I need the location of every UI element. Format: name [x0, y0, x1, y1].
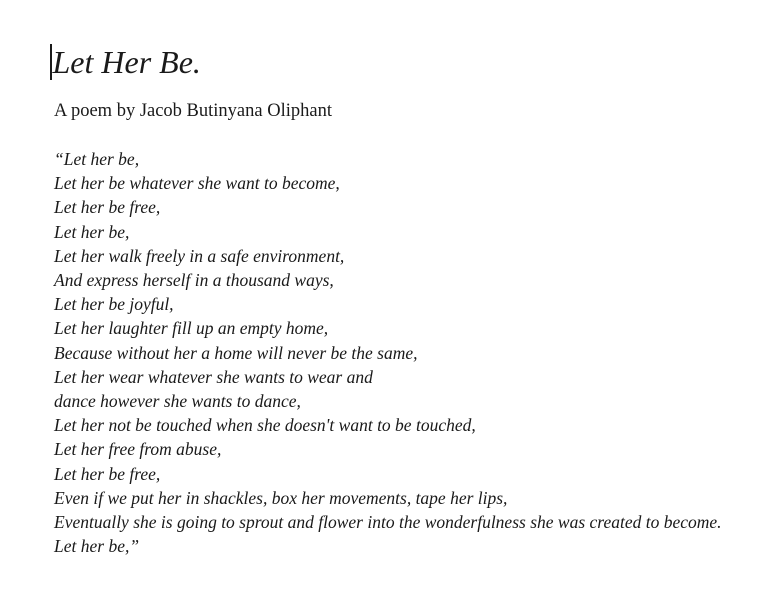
poem-line: Let her be joyful, — [54, 294, 174, 315]
poem-line: Let her wear whatever she wants to wear and — [54, 366, 373, 387]
poem-line: Let her free from abuse, — [54, 439, 222, 460]
poem-line: Let her be whatever she want to become, — [54, 173, 340, 194]
poem-line: Because without her a home will never be the same, — [54, 342, 418, 363]
poem-line: Let her laughter fill up an empty home, — [54, 318, 329, 339]
poem-title: Let Her Be. — [52, 44, 201, 80]
poem-body — [54, 147, 722, 558]
poem-line: Let her not be touched when she doesn't want to be touched, — [54, 415, 476, 436]
poem-line: Eventually she is going to sprout and flower into the wonderfulness she was created to become. — [54, 512, 722, 533]
poem-line: Even if we put her in shackles, box her movements, tape her lips, — [54, 487, 508, 508]
poem-line: Let her be,” — [54, 536, 140, 557]
poem-line: Let her be free, — [54, 463, 161, 484]
poem-line: dance however she wants to dance, — [54, 391, 301, 412]
poem-line: Let her be, — [54, 221, 130, 242]
poem-line: “Let her be, — [54, 149, 140, 169]
text-cursor — [50, 44, 52, 80]
title-line[interactable] — [50, 40, 201, 84]
poem-line: Let her be free, — [54, 197, 161, 218]
poem-line: Let her walk freely in a safe environment, — [54, 245, 345, 266]
poem-line: And express herself in a thousand ways, — [54, 270, 334, 291]
poem-byline: A poem by Jacob Butinyana Oliphant — [54, 101, 332, 121]
